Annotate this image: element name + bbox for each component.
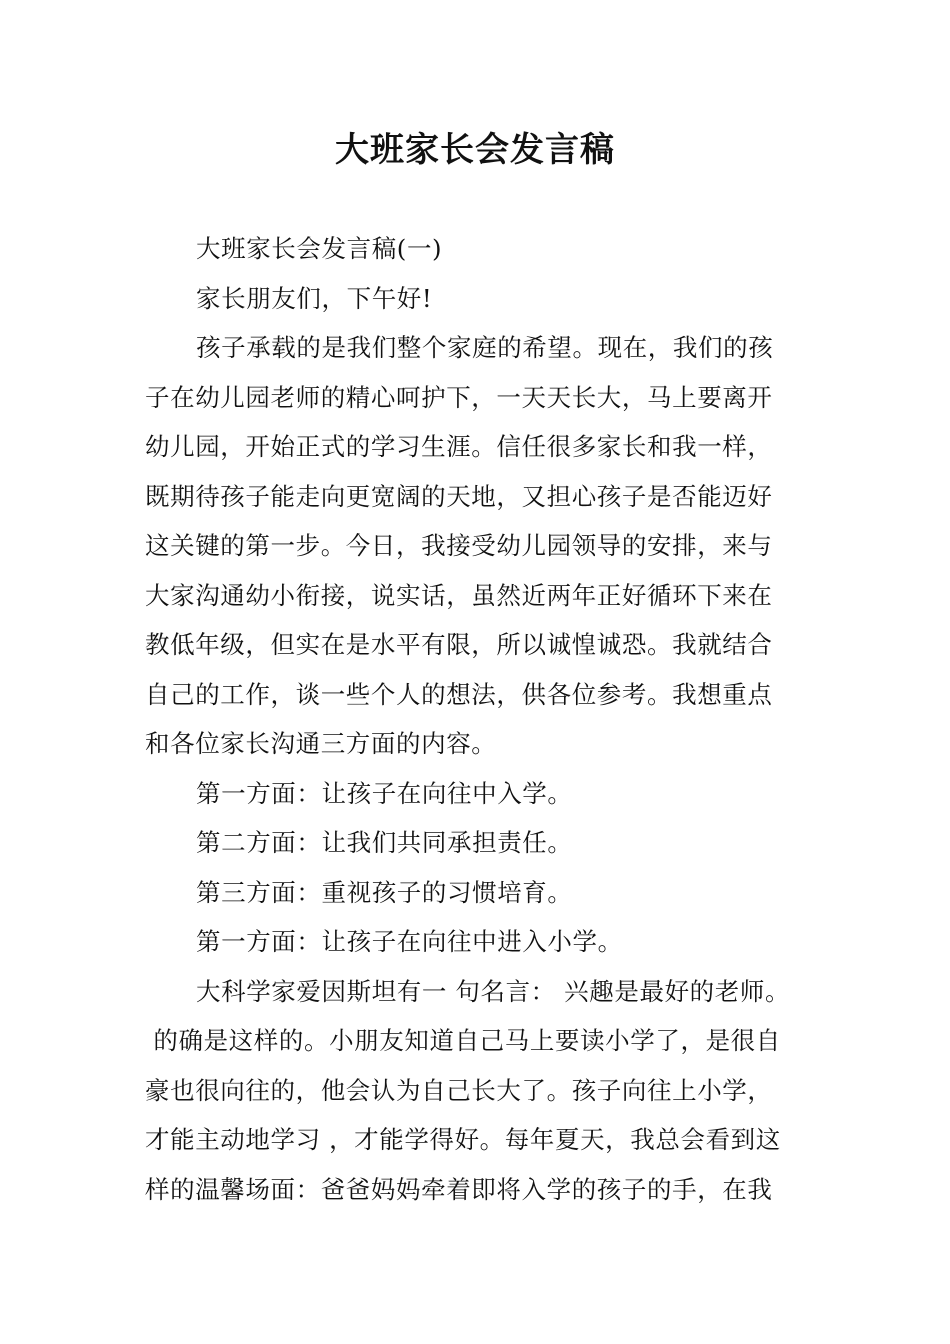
text-line: 第一方面：让孩子在向往中进入小学。 [196, 927, 623, 956]
paragraph-einstein [145, 967, 815, 1215]
document-body [145, 224, 815, 1214]
text-line: 幼儿园，开始正式的学习生涯。信任很多家长和我一样， [145, 432, 773, 461]
text-line: 样的温馨场面：爸爸妈妈牵着即将入学的孩子的手，在我 [145, 1174, 773, 1204]
text-line: 教低年级，但实在是水平有限，所以诚惶诚恐。我就结合 [145, 630, 773, 659]
paragraph-aspect-3 [145, 868, 815, 918]
text-line: 豪也很向往的，他会认为自己长大了。孩子向往上小学， [145, 1075, 773, 1105]
text-line: 和各位家长沟通三方面的内容。 [145, 729, 497, 758]
text-line: 第一方面：让孩子在向往中入学。 [196, 778, 573, 808]
paragraph-section-heading [145, 917, 815, 967]
document-title: 大班家长会发言稿 [335, 130, 615, 170]
paragraph-aspect-1 [145, 769, 815, 819]
text-line: 既期待孩子能走向更宽阔的天地，又担心孩子是否能迈好 [145, 481, 773, 511]
text-line: 子在幼儿园老师的精心呵护下，一天天长大，马上要离开 [145, 382, 773, 412]
text-line: 家长朋友们，下午好! [196, 283, 433, 313]
text-line: 自己的工作，谈一些个人的想法，供各位参考。我想重点 [145, 679, 773, 709]
text-line: 大家沟通幼小衔接，说实话，虽然近两年正好循环下来在 [145, 580, 773, 610]
text-line: 大班家长会发言稿(一) [196, 234, 443, 263]
paragraph-aspect-2 [145, 818, 815, 868]
paragraph-subtitle [145, 224, 815, 274]
paragraph-intro [145, 323, 815, 769]
text-line: 这关键的第一步。今日，我接受幼儿园领导的安排，来与 [145, 531, 773, 560]
text-line: 的确是这样的。小朋友知道自己马上要读小学了，是很自 [145, 1026, 781, 1055]
text-line: 第二方面：让我们共同承担责任。 [196, 828, 573, 857]
text-line: 才能主动地学习 ，才能学得好。每年夏天，我总会看到这 [145, 1125, 781, 1154]
text-line: 大科学家爱因斯坦有一 句名言： 兴趣是最好的老师。 [196, 976, 791, 1006]
text-line: 孩子承载的是我们整个家庭的希望。现在，我们的孩 [196, 333, 774, 362]
text-line: 第三方面：重视孩子的习惯培育。 [196, 877, 573, 907]
paragraph-greeting [145, 274, 815, 324]
